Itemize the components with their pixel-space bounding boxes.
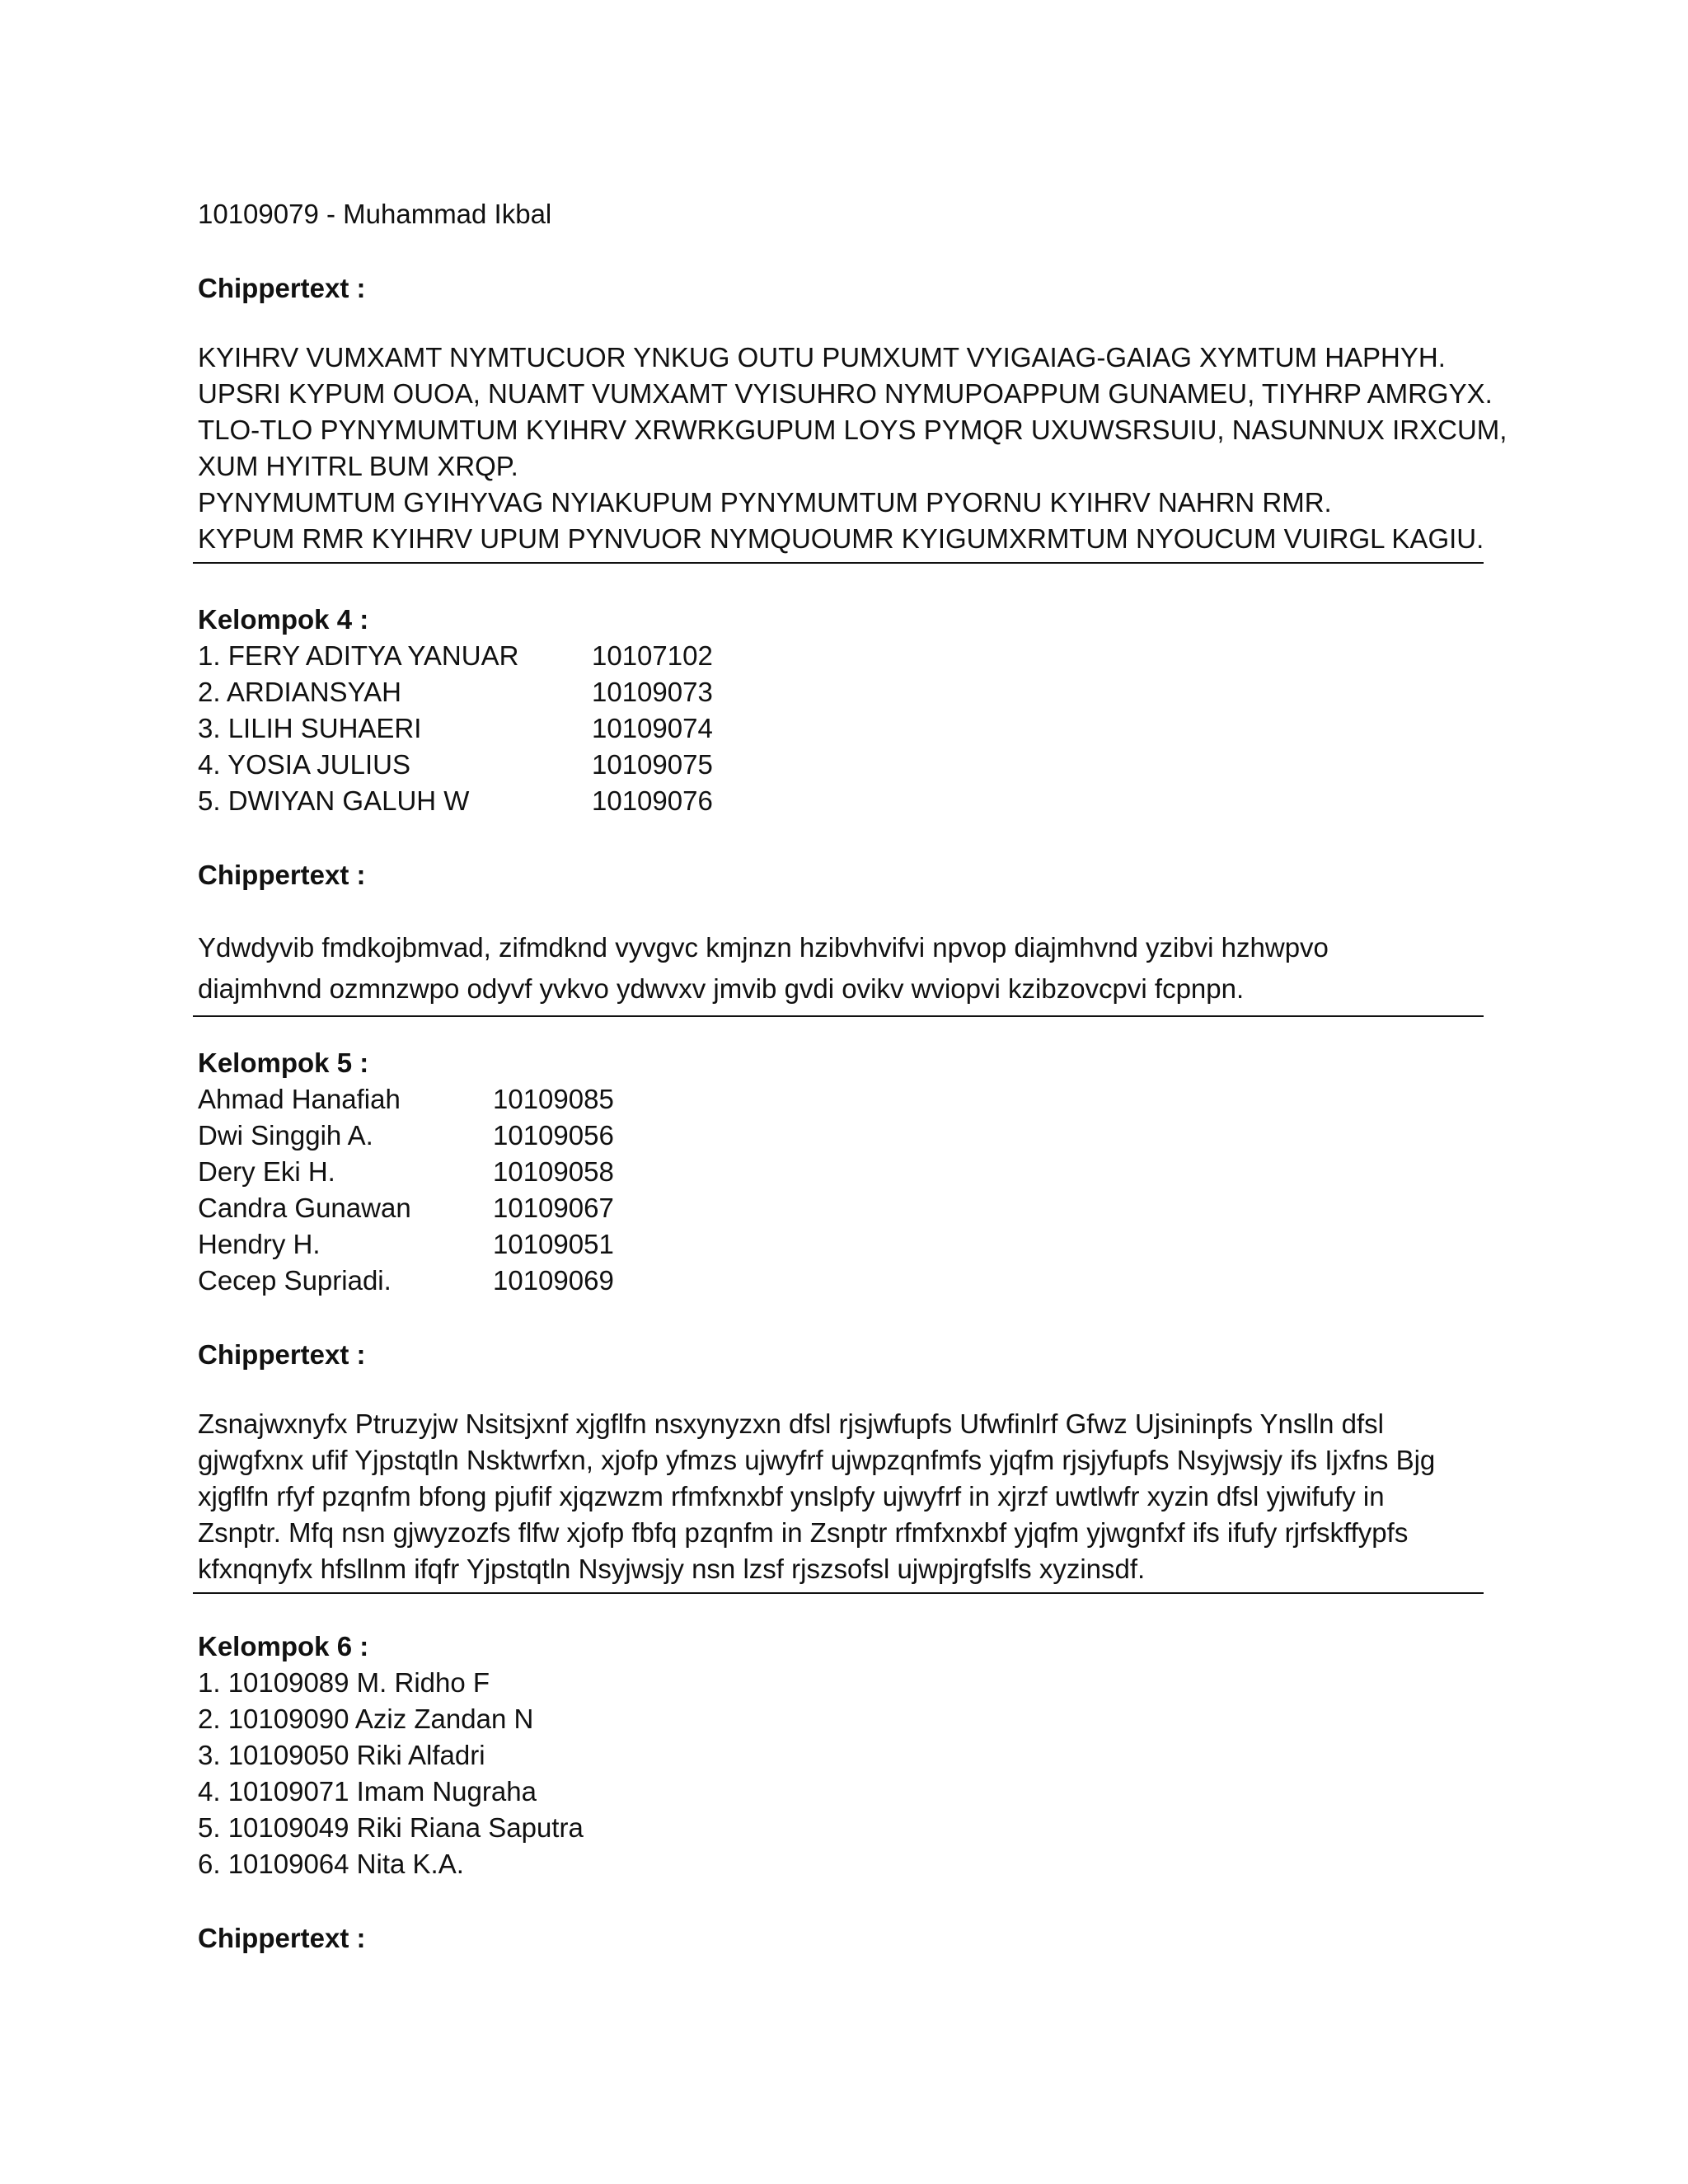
member-id: 10109076 — [592, 785, 713, 816]
member-id: 10109073 — [592, 677, 713, 707]
cipher-line: kfxnqnyfx hfsllnm ifqfr Yjpstqtln Nsyjwsjy nsn lzsf rjszsofsl ujwpjrgfslfs xyzinsdf. — [198, 1554, 1146, 1584]
member-name: Candra Gunawan — [198, 1193, 411, 1223]
cipher-line: Zsnptr. Mfq nsn gjwyzozfs flfw xjofp fbfq pzqnfm in Zsnptr rfmfxnxbf yjqfm yjwgnfxf ifs ifufy rjrfskffypfs — [198, 1517, 1409, 1548]
cipher-label-1: Chippertext : — [198, 273, 366, 303]
member-id: 10109085 — [493, 1084, 614, 1114]
member-name: Dery Eki H. — [198, 1156, 335, 1187]
member-id: 10107102 — [592, 640, 713, 671]
cipher-label-5: Chippertext : — [198, 1339, 366, 1370]
member-name: 4. YOSIA JULIUS — [198, 749, 411, 780]
group-4-title: Kelompok 4 : — [198, 604, 369, 635]
member-row — [198, 1118, 614, 1154]
member-row — [198, 1226, 614, 1263]
member-name: Dwi Singgih A. — [198, 1120, 373, 1151]
cipher-line: KYPUM RMR KYIHRV UPUM PYNVUOR NYMQUOUMR KYIGUMXRMTUM NYOUCUM VUIRGL KAGIU. — [198, 523, 1484, 554]
author-line: 10109079 - Muhammad Ikbal — [198, 199, 552, 229]
member-name: 3. LILIH SUHAERI — [198, 713, 422, 743]
member-id: 10109051 — [493, 1229, 614, 1259]
member-row — [198, 783, 713, 819]
group-6-title: Kelompok 6 : — [198, 1631, 369, 1661]
member-row: 6. 10109064 Nita K.A. — [198, 1849, 464, 1879]
member-id: 10109058 — [493, 1156, 614, 1187]
member-id: 10109056 — [493, 1120, 614, 1151]
member-row — [198, 1263, 614, 1299]
cipher-line: Ydwdyvib fmdkojbmvad, zifmdknd vyvgvc kmjnzn hzibvhvifvi npvop diajmhvnd yzibvi hzhwpvo — [198, 932, 1329, 963]
member-id: 10109074 — [592, 713, 713, 743]
section-divider — [193, 1015, 1484, 1017]
cipher-line: TLO-TLO PYNYMUMTUM KYIHRV XRWRKGUPUM LOYS PYMQR UXUWSRSUIU, NASUNNUX IRXCUM, — [198, 415, 1507, 445]
cipher-line: PYNYMUMTUM GYIHYVAG NYIAKUPUM PYNYMUMTUM PYORNU KYIHRV NAHRN RMR. — [198, 487, 1332, 518]
member-row — [198, 1081, 614, 1118]
section-divider — [193, 562, 1484, 564]
member-name: 5. DWIYAN GALUH W — [198, 785, 470, 816]
member-row — [198, 710, 713, 747]
member-name: Hendry H. — [198, 1229, 321, 1259]
member-name: 1. FERY ADITYA YANUAR — [198, 640, 519, 671]
cipher-line: UPSRI KYPUM OUOA, NUAMT VUMXAMT VYISUHRO NYMUPOAPPUM GUNAMEU, TIYHRP AMRGYX. — [198, 378, 1493, 409]
member-row: 2. 10109090 Aziz Zandan N — [198, 1704, 534, 1734]
member-row: 5. 10109049 Riki Riana Saputra — [198, 1812, 584, 1843]
member-id: 10109075 — [592, 749, 713, 780]
member-row: 4. 10109071 Imam Nugraha — [198, 1776, 537, 1807]
member-row: 3. 10109050 Riki Alfadri — [198, 1740, 485, 1770]
member-id: 10109067 — [493, 1193, 614, 1223]
cipher-line: XUM HYITRL BUM XRQP. — [198, 451, 518, 481]
member-row — [198, 638, 713, 674]
cipher-line: xjgflfn rfyf pzqnfm bfong pjufif xjqzwzm rfmfxnxbf ynslpfy ujwyfrf in xjrzf uwtlwfr xyzin dfsl yjwifufy in — [198, 1481, 1385, 1511]
section-divider — [193, 1592, 1484, 1594]
cipher-line: KYIHRV VUMXAMT NYMTUCUOR YNKUG OUTU PUMXUMT VYIGAIAG-GAIAG XYMTUM HAPHYH. — [198, 342, 1446, 373]
cipher-line: diajmhvnd ozmnzwpo odyvf yvkvo ydwvxv jmvib gvdi ovikv wviopvi kzibzovcpvi fcpnpn. — [198, 973, 1245, 1004]
member-row — [198, 747, 713, 783]
cipher-line: gjwgfxnx ufif Yjpstqtln Nsktwrfxn, xjofp yfmzs ujwyfrf ujwpzqnfmfs yjqfm rjsjyfupfs Nsyjwsjy ifs Ijxfns Bjg — [198, 1445, 1436, 1475]
member-name: Ahmad Hanafiah — [198, 1084, 401, 1114]
member-row — [198, 1154, 614, 1190]
cipher-line: Zsnajwxnyfx Ptruzyjw Nsitsjxnf xjgflfn nsxynyzxn dfsl rjsjwfupfs Ufwfinlrf Gfwz Ujsininpfs Ynslln dfsl — [198, 1408, 1384, 1439]
member-name: 2. ARDIANSYAH — [198, 677, 401, 707]
cipher-label-4: Chippertext : — [198, 860, 366, 890]
member-row: 1. 10109089 M. Ridho F — [198, 1667, 490, 1698]
group-5-title: Kelompok 5 : — [198, 1047, 369, 1078]
cipher-label-6: Chippertext : — [198, 1923, 366, 1953]
member-id: 10109069 — [493, 1265, 614, 1296]
member-row — [198, 1190, 614, 1226]
member-row — [198, 674, 713, 710]
member-name: Cecep Supriadi. — [198, 1265, 392, 1296]
